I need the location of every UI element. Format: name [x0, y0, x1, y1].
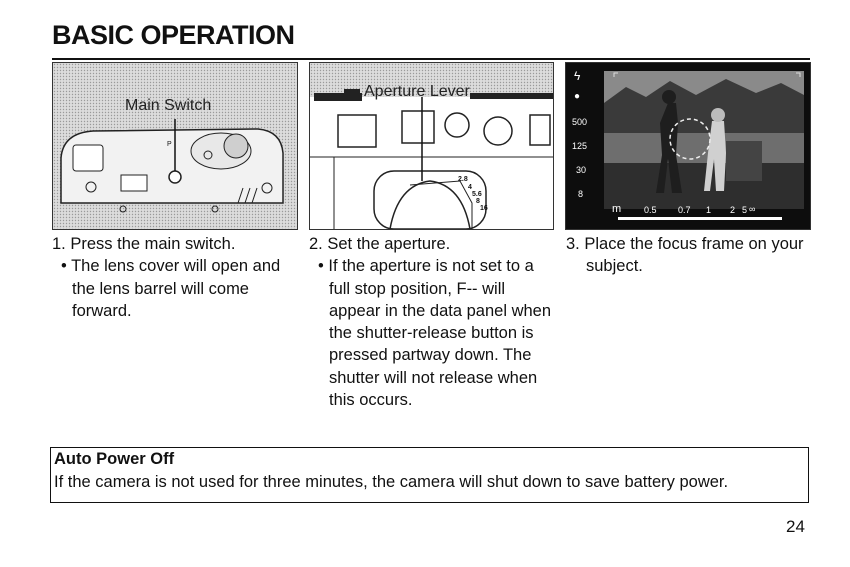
camera-top-illustration	[53, 63, 297, 229]
step-2-heading: 2. Set the aperture.	[309, 235, 451, 253]
distance-mark-2: 1	[706, 205, 712, 215]
aperture-value-1: 4	[468, 184, 472, 191]
step-3-heading: 3. Place the focus frame on your subject.	[566, 235, 804, 276]
shutter-speed-30: 30	[576, 165, 587, 175]
step-1-note: • The lens cover will open and the lens barrel will come forward.	[61, 257, 281, 320]
flash-icon: ϟ	[574, 69, 581, 83]
shutter-speed-8: 8	[578, 189, 584, 199]
step-1-heading: 1. Press the main switch.	[52, 235, 236, 253]
step-2-note: • If the aperture is not set to a full stop position, F-- will appear in the data panel when the shutter-release button is pressed partway down. The shutter will not release when this occurs.	[318, 257, 552, 410]
figure-main-switch	[52, 62, 298, 230]
aperture-value-4: 16	[480, 205, 488, 212]
distance-mark-0: 0.5	[644, 205, 657, 215]
focus-confirm-icon: ●	[574, 91, 581, 102]
figure-aperture-lever	[309, 62, 554, 230]
auto-power-off-text: If the camera is not used for three minutes, the camera will shut down to save battery power.	[54, 473, 729, 491]
main-switch-callout: Main Switch	[125, 97, 212, 114]
step-3	[566, 233, 806, 278]
auto-power-off-title: Auto Power Off	[54, 450, 175, 468]
figure-viewfinder	[565, 62, 811, 230]
aperture-value-0: 2.8	[458, 176, 468, 183]
auto-power-off-box	[50, 447, 809, 503]
page-title: BASIC OPERATION	[52, 20, 295, 50]
step-1	[52, 233, 297, 322]
distance-mark-infinity: ∞	[749, 204, 756, 214]
aperture-value-2: 5.6	[472, 191, 482, 198]
aperture-value-3: 8	[476, 198, 480, 205]
aperture-lever-callout: Aperture Lever	[364, 83, 470, 100]
distance-unit: m	[612, 203, 622, 215]
distance-mark-1: 0.7	[678, 205, 691, 215]
shutter-speed-125: 125	[572, 141, 588, 151]
title-rule	[52, 58, 810, 60]
distance-mark-3: 2	[730, 205, 736, 215]
shutter-speed-500: 500	[572, 117, 588, 127]
page-number: 24	[786, 517, 805, 536]
step-2	[309, 233, 554, 411]
distance-mark-4: 5	[742, 205, 748, 215]
dial-mark-label: P	[167, 141, 172, 148]
